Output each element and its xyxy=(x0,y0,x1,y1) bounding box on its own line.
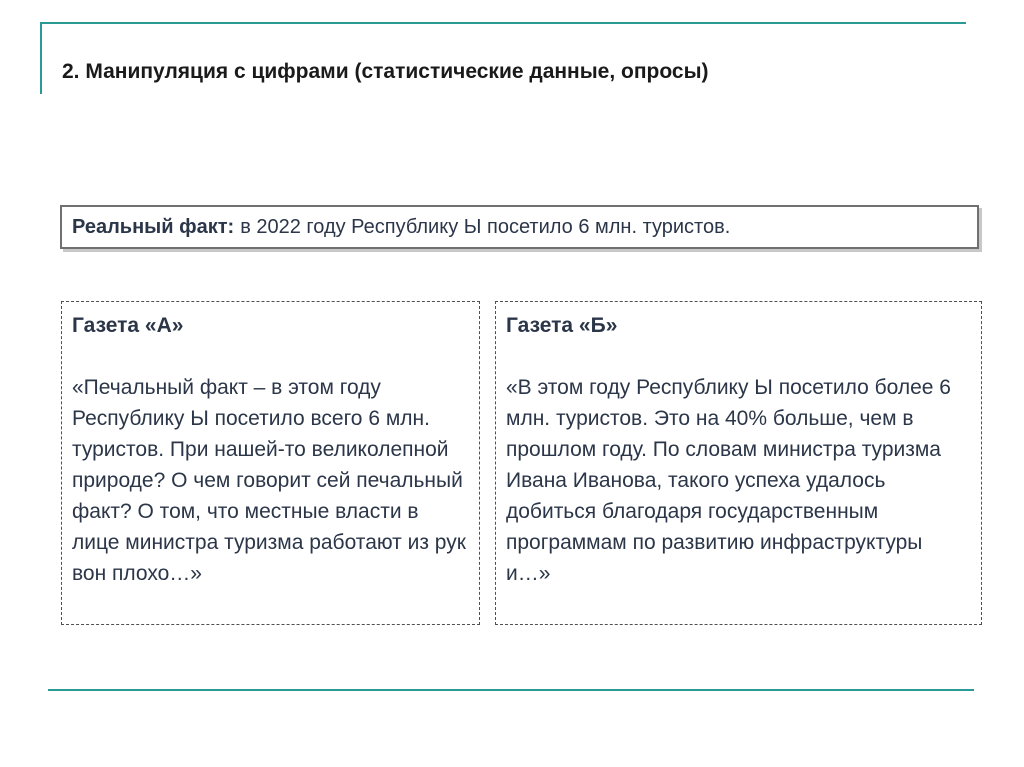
real-fact-text: в 2022 году Республику Ы посетило 6 млн. туристов. xyxy=(240,215,731,238)
slide-title: 2. Манипуляция с цифрами (статистические данные, опросы) xyxy=(62,60,709,83)
real-fact-box xyxy=(60,205,979,249)
newspaper-b-title: Газета «Б» xyxy=(506,314,618,337)
newspaper-b-quote: «В этом году Республику Ы посетило более 6 млн. туристов. Это на 40% больше, чем в прошлом году. По словам министра туризма Ивана Иванова, такого успеха удалось добиться благодаря государственным программам по развитию инфраструктуры и…» xyxy=(506,376,951,585)
real-fact-label: Реальный факт: xyxy=(72,215,235,238)
bottom-divider xyxy=(48,689,974,691)
left-accent-divider xyxy=(40,22,42,94)
newspaper-b-box xyxy=(495,301,982,625)
newspaper-a-box xyxy=(61,301,480,625)
top-divider xyxy=(40,22,966,24)
newspaper-a-quote: «Печальный факт – в этом году Республику Ы посетило всего 6 млн. туристов. При нашей-то великолепной природе? О чем говорит сей печальный факт? О том, что местные власти в лице министра туризма работают из рук вон плохо…» xyxy=(72,376,466,585)
newspaper-a-title: Газета «А» xyxy=(72,314,184,337)
